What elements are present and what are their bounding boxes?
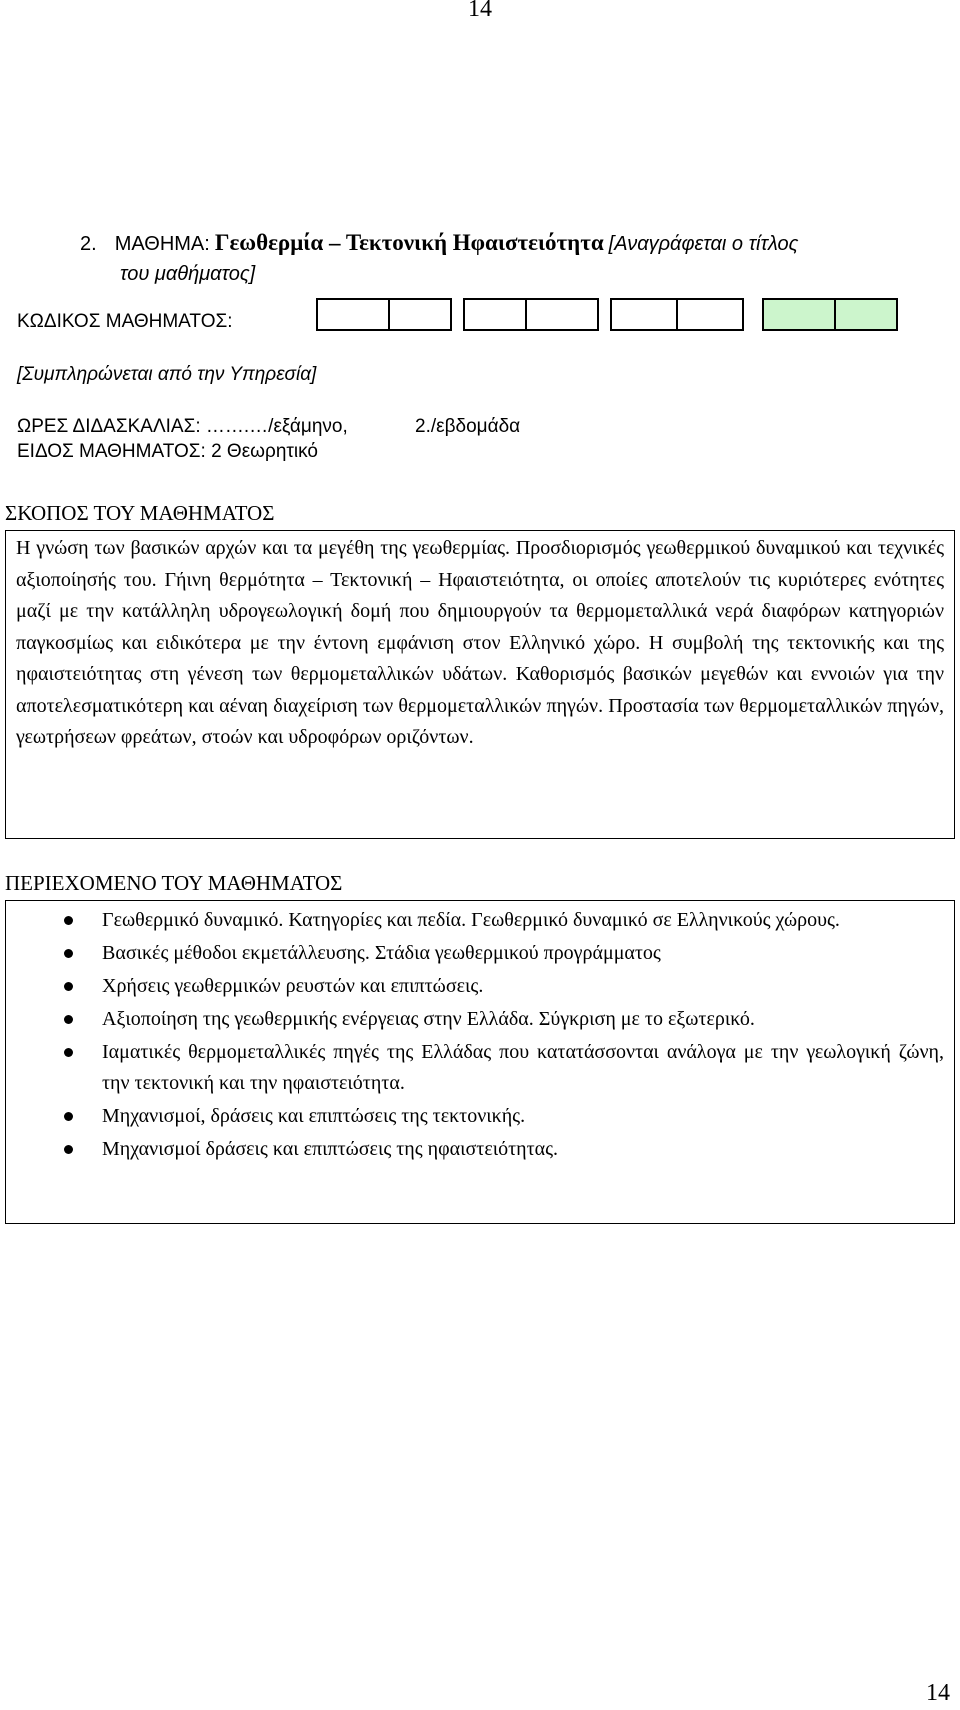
code-cell[interactable] — [764, 300, 836, 329]
scope-heading: ΣΚΟΠΟΣ ΤΟΥ ΜΑΘΗΜΑΤΟΣ — [5, 501, 275, 525]
course-number: 2. — [80, 233, 97, 255]
course-code-label: ΚΩΔΙΚΟΣ ΜΑΘΗΜΑΤΟΣ: — [17, 311, 233, 332]
course-title: Γεωθερμία – Τεκτονική Ηφαιστειότητα — [214, 230, 604, 255]
course-title-note-cont: του μαθήματος] — [120, 263, 256, 285]
list-item — [58, 905, 944, 936]
weekly-hours: 2./εβδομάδα — [415, 416, 521, 437]
course-code-group-1[interactable] — [316, 298, 452, 331]
list-item — [58, 938, 944, 969]
service-note: [Συμπληρώνεται από την Υπηρεσία] — [17, 364, 317, 385]
course-type: ΕΙΔΟΣ ΜΑΘΗΜΑΤΟΣ: 2 Θεωρητικό — [17, 441, 318, 462]
content-heading: ΠΕΡΙΕΧΟΜΕΝΟ ΤΟΥ ΜΑΘΗΜΑΤΟΣ — [5, 871, 343, 895]
code-cell[interactable] — [527, 300, 597, 329]
list-item-text: Χρήσεις γεωθερμικών ρευστών και επιπτώσεις. — [102, 975, 484, 997]
code-cell[interactable] — [678, 300, 742, 329]
code-cell[interactable] — [836, 300, 896, 329]
code-cell[interactable] — [465, 300, 527, 329]
course-code-group-4[interactable] — [762, 298, 898, 331]
content-list — [58, 905, 944, 1165]
course-title-line — [80, 228, 950, 289]
list-item — [58, 1101, 944, 1132]
content-box — [5, 900, 955, 1224]
scope-text: Η γνώση των βασικών αρχών και τα μεγέθη της γεωθερμίας. Προσδιορισμός γεωθερμικού δυναμικού και τεχνικές αξιοποίησής του. Γήινη θερμότητα – Τεκτονική – Ηφαιστειότητα, οι οποίες αποτελούν τις κυριότερες ενότητες μαζί με την κατάλληλη υδρογεωλογική δομή που δημιουργούν τα θερμομεταλλικά νερά διαφόρων κατηγοριών παγκοσμίως και ειδικότερα με την έντονη εμφάνιση στον Ελληνικό χώρο. Η συμβολή της τεκτονικής και της ηφαιστειότητας στη γένεση των θερμομεταλλικών υδάτων. Καθορισμός βασικών μεγεθών και εννοιών για την αποτελεσματικότερη και αέναη διαχείριση των θερμομεταλλικών πηγών. Προστασία των θερμομεταλλικών πηγών, γεωτρήσεων φρεάτων, στοών και υδροφόρων οριζόντων. — [16, 537, 944, 748]
list-item-text: Μηχανισμοί δράσεις και επιπτώσεις της ηφαιστειότητας. — [102, 1138, 559, 1160]
code-cell[interactable] — [612, 300, 678, 329]
course-code-group-3[interactable] — [610, 298, 744, 331]
page-number-bottom: 14 — [926, 1680, 950, 1706]
list-item — [58, 1134, 944, 1165]
list-item-text: Ιαματικές θερμομεταλλικές πηγές της Ελλάδας που κατατάσσονται ανάλογα με την γεωλογική ζώνη, την τεκτονική και την ηφαιστειότητα. — [102, 1041, 944, 1094]
code-cell[interactable] — [318, 300, 390, 329]
list-item-text: Γεωθερμικό δυναμικό. Κατηγορίες και πεδία. Γεωθερμικό δυναμικό σε Ελληνικούς χώρους. — [102, 909, 840, 931]
list-item — [58, 1037, 944, 1099]
list-item-text: Βασικές μέθοδοι εκμετάλλευσης. Στάδια γεωθερμικού προγράμματος — [102, 942, 661, 964]
course-title-note: [Αναγράφεται ο τίτλος — [608, 233, 799, 255]
list-item-text: Αξιοποίηση της γεωθερμικής ενέργειας στην Ελλάδα. Σύγκριση με το εξωτερικό. — [102, 1008, 755, 1030]
scope-box — [5, 530, 955, 839]
course-code-group-2[interactable] — [463, 298, 599, 331]
page-number-top: 14 — [468, 0, 492, 22]
list-item — [58, 971, 944, 1002]
list-item — [58, 1004, 944, 1035]
code-cell[interactable] — [390, 300, 450, 329]
course-title-label: ΜΑΘΗΜΑ: — [114, 233, 210, 255]
list-item-text: Μηχανισμοί, δράσεις και επιπτώσεις της τεκτονικής. — [102, 1105, 526, 1127]
teaching-hours: ΩΡΕΣ ΔΙΔΑΣΚΑΛΙΑΣ: …….…/εξάμηνο, — [17, 416, 348, 437]
